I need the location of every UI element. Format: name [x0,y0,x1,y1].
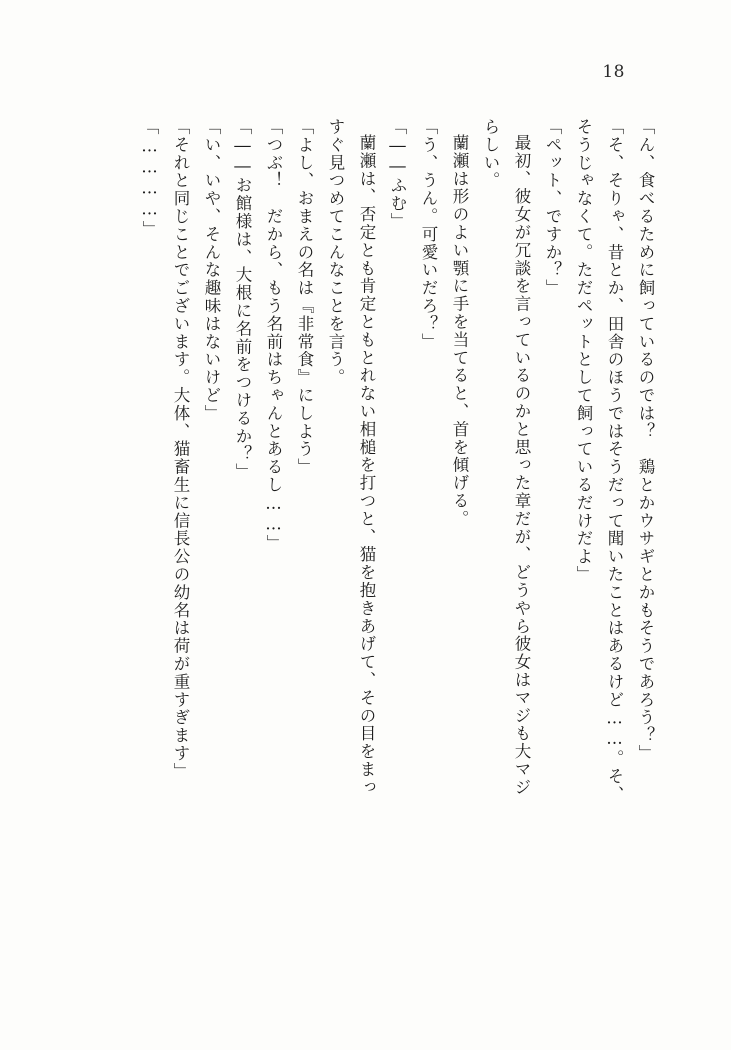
text-line: すぐ見つめてこんなことを言う。 [326,118,345,387]
text-line: 「つぶ！ だから、もう名前はちゃんとあるし……」 [264,118,283,553]
text-line: 「…………」 [140,118,159,239]
text-line: 「よし、おまえの名は『非常食』にしよう」 [295,118,314,476]
page-number: 18 [602,62,625,82]
text-line: 蘭瀬は形のよい顎に手を当てると、首を傾げる。 [450,134,469,528]
text-line: 「ん、食べるために飼っているのでは？ 鶏とかウサギとかもそうであろう？」 [636,118,655,763]
text-line: 「い、いや、そんな趣味はないけど」 [202,118,221,423]
text-line: 「それと同じことでございます。大体、猫畜生に信長公の幼名は荷が重すぎます」 [171,118,190,781]
text-line: 「う、うん。可愛いだろ？」 [419,118,438,351]
text-line: 「そ、そりゃ、昔とか、田舎のほうではそうだって聞いたことはあるけど……。そ、 [605,118,624,804]
text-line: 蘭瀬は、否定とも肯定ともとれない相槌を打つと、猫を抱きあげて、その目をまっ [357,134,376,797]
text-line: 「ペット、ですか？」 [543,118,562,297]
text-line: 「――お館様は、大根に名前をつけるか？」 [233,118,252,481]
text-line: らしい。 [481,118,500,190]
vertical-text-body [88,118,653,948]
text-line: そうじゃなくて。ただペットとして飼っているだけだよ」 [574,118,593,584]
text-line: 最初、彼女が冗談を言っているのかと思った章だが、どうやら彼女はマジも大マジ [512,134,531,797]
text-line: 「――ふむ」 [388,118,407,231]
